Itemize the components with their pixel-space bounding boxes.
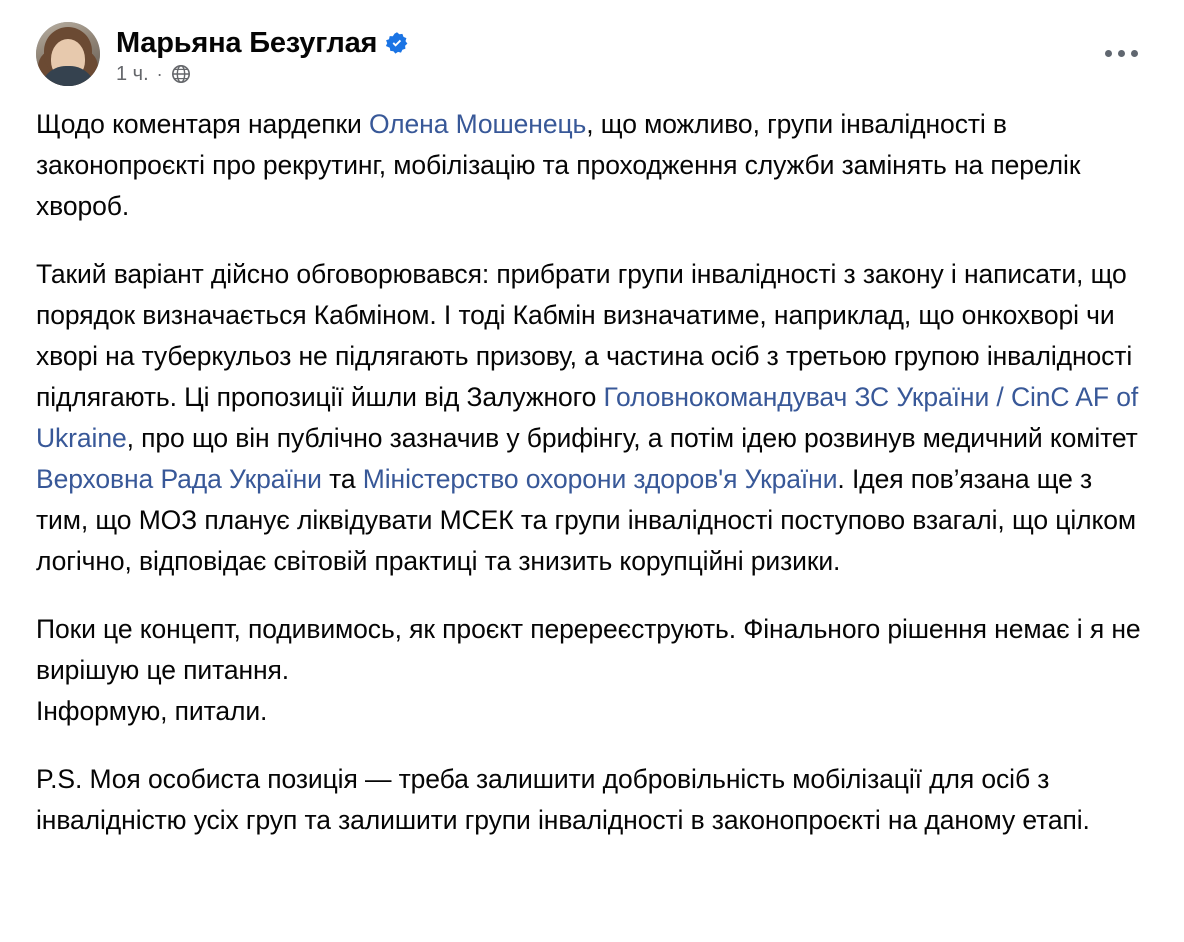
- paragraph-text: та: [321, 464, 363, 494]
- paragraph-text: . Ідея пов’язана ще з тим, що МОЗ планує ліквідувати МСЕК та групи інвалідності поступово взагалі, що цілком логічно, відповідає світовій практиці та знизить корупційні ризики.: [36, 464, 1137, 576]
- post-paragraph: [36, 254, 1148, 582]
- more-dot-3: [1131, 50, 1138, 57]
- verified-badge-icon: [385, 31, 409, 55]
- mention-link[interactable]: Олена Мошенець: [368, 109, 587, 139]
- post-paragraph: [36, 759, 1148, 841]
- mention-link[interactable]: Міністерство охорони здоров'я України: [362, 464, 838, 494]
- mention-link[interactable]: Верховна Рада України: [36, 464, 322, 494]
- paragraph-text: Такий варіант дійсно обговорювався: прибрати групи інвалідності з закону і написати, що порядок визначається Кабміном. І тоді Кабмін визначатиме, наприклад, що онкохворі чи хворі на туберкульоз не підлягають призову, а частина осіб з третьою групою інвалідності підлягають. Ці пропозиції йшли від Залужного: [36, 259, 1133, 412]
- mention-link[interactable]: Головнокомандувач ЗС України / CinC AF of Ukraine: [36, 382, 1139, 453]
- globe-icon[interactable]: [171, 64, 191, 84]
- post-timestamp[interactable]: 1 ч.: [116, 63, 149, 85]
- paragraph-text: P.S. Моя особиста позиція — треба залишити добровільність мобілізації для осіб з інвалідністю усіх груп та залишити групи інвалідності в законопроєкті на даному етапі.: [36, 764, 1090, 835]
- post-paragraph: [36, 609, 1148, 732]
- paragraph-text: Інформую, питали.: [36, 696, 268, 726]
- post-meta: [116, 62, 409, 86]
- paragraph-text: Щодо коментаря нардепки: [36, 109, 369, 139]
- author-row: [116, 26, 409, 60]
- post-body: [0, 86, 1184, 841]
- post-paragraph: [36, 104, 1148, 227]
- avatar[interactable]: [36, 22, 100, 86]
- paragraph-text: Поки це концепт, подивимось, як проєкт перереєструють. Фінального рішення немає і я не вирішую це питання.: [36, 614, 1141, 685]
- paragraph-text: , про що він публічно зазначив у брифінгу, а потім ідею розвинув медичний комітет: [126, 423, 1138, 453]
- post-header: [0, 0, 1184, 86]
- paragraph-text: , що можливо, групи інвалідності в законопроєкті про рекрутинг, мобілізацію та проходження служби замінять на перелік хвороб.: [36, 109, 1081, 221]
- post-header-text: [116, 22, 409, 86]
- meta-separator: ·: [156, 64, 163, 84]
- author-name[interactable]: Марьяна Безуглая: [116, 27, 378, 59]
- more-dot-1: [1105, 50, 1112, 57]
- more-dot-2: [1118, 50, 1125, 57]
- more-options-icon[interactable]: [1098, 36, 1144, 70]
